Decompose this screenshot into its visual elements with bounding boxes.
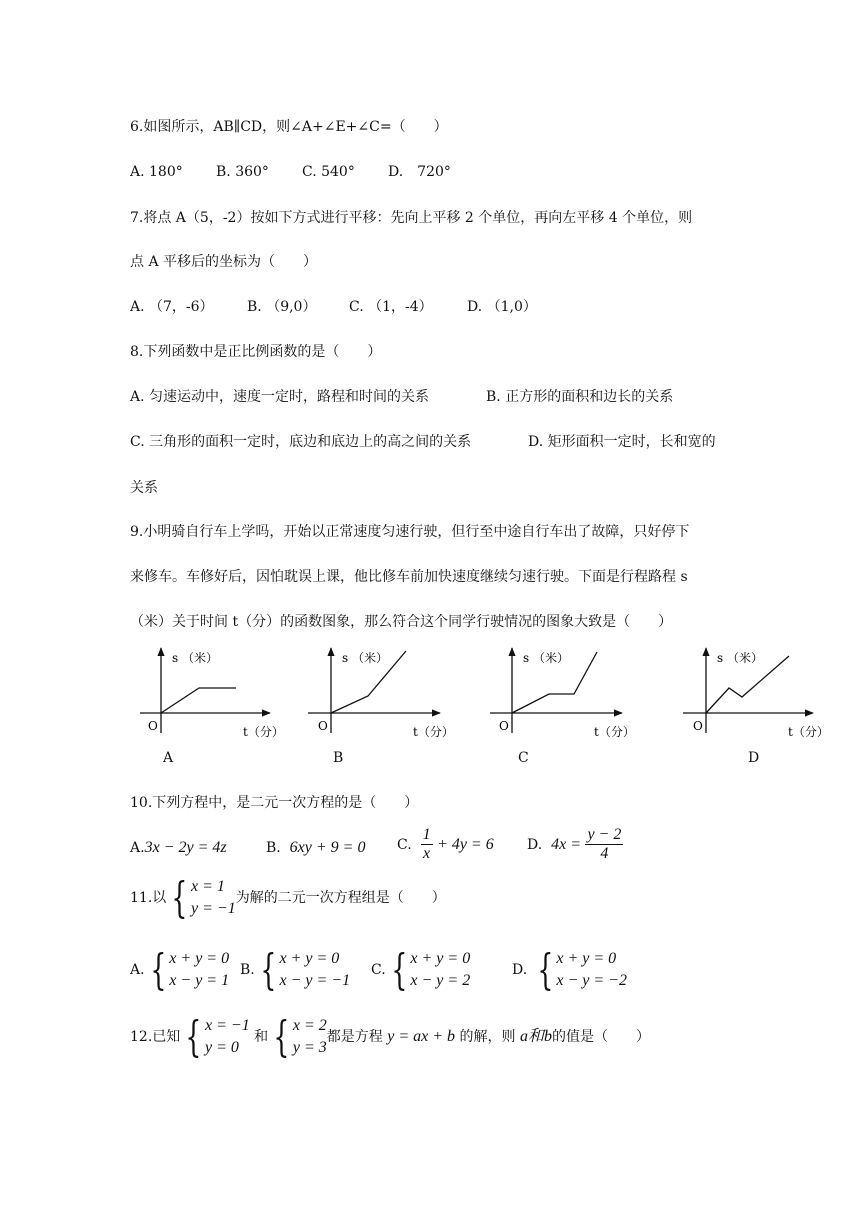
q9-graph-c-origin: O (499, 719, 509, 733)
q10-option-b-expr: 6xy + 9 = 0 (289, 839, 366, 856)
q12-ab: a和b (519, 1028, 552, 1045)
q11-option-b-eq1: x + y = 0 (279, 950, 340, 967)
q11-option-d-eq1: x + y = 0 (556, 950, 617, 967)
q7-option-a: A. （7，-6） (130, 299, 214, 315)
q10-option-c-rest: + 4y = 6 (437, 835, 494, 853)
q11-suffix: 为解的二元一次方程组是（ ） (235, 890, 446, 906)
q10-option-d-frac (585, 826, 623, 863)
q9-graph-c-ylabel: s （米） (523, 651, 569, 665)
q12-equation: y = ax + b (387, 1028, 456, 1045)
q9-graph-b-xlabel: t（分） (413, 725, 454, 739)
q9-graph-c (490, 648, 635, 739)
q11-solution: { x = 1 y = −1 (171, 873, 236, 922)
q6-option-a: A. 180° (130, 164, 183, 180)
q10-option-d-label: D. (527, 836, 543, 853)
q6-option-b: B. 360° (216, 164, 269, 180)
q9-label-c: C (518, 750, 529, 766)
q8-stem: 8.下列函数中是正比例函数的是（ ） (130, 344, 382, 360)
q9-graph-a-ylabel: s （米） (172, 651, 218, 665)
q11-option-d-eq2: x − y = −2 (556, 972, 627, 989)
q11-option-c-eq1: x + y = 0 (410, 950, 471, 967)
q10-option-c-num: 1 (422, 826, 431, 843)
q7-option-c: C. （1，-4） (349, 299, 433, 315)
q9-stem-line1: 9.小明骑自行车上学吗，开始以正常速度匀速行驶，但行至中途自行车出了故障，只好停下 (130, 524, 690, 540)
q11-option-a: A. { x + y = 0 x − y = 1 (130, 945, 230, 994)
q10-option-a (130, 838, 227, 858)
q7-stem-line1: 7.将点 A（5，-2）按如下方式进行平移：先向上平移 2 个单位，再向左平移 4 个单位，则 (130, 210, 693, 226)
q11-option-d-label: D. (512, 962, 528, 978)
q10-option-a-label: A. (130, 840, 145, 856)
q11-option-c: C. { x + y = 0 x − y = 2 (371, 945, 471, 994)
q12-mid: 都是方程 (326, 1029, 383, 1045)
q11-solution-y: y = −1 (191, 900, 236, 917)
q12-solution-2-y: y = 3 (292, 1039, 327, 1056)
q11-prefix: 11.以 (130, 890, 167, 906)
q9-stem-line3: （米）关于时间 t（分）的函数图象，那么符合这个同学行驶情况的图象大致是（ ） (130, 614, 673, 630)
q10-option-b (266, 838, 365, 858)
q9-graph-d (683, 648, 829, 739)
q9-graph-c-xlabel: t（分） (594, 725, 635, 739)
q9-graphs (0, 640, 860, 740)
q11-option-b: B. { x + y = 0 x − y = −1 (240, 945, 351, 994)
q12-solution-1-y: y = 0 (205, 1039, 239, 1056)
q8-option-a: A. 匀速运动中，速度一定时，路程和时间的关系 (130, 389, 430, 405)
q8-option-d: D. 矩形面积一定时，长和宽的 (528, 434, 716, 450)
q6-option-c: C. 540° (302, 164, 355, 180)
q9-graph-d-xlabel: t（分） (788, 725, 829, 739)
q12-solution-1: { x = −1 y = 0 (185, 1012, 250, 1061)
q9-stem-line2: 来修车。车修好后，因怕耽误上课，他比修车前加快速度继续匀速行驶。下面是行程路程 s (130, 569, 688, 585)
q9-graph-b-origin: O (318, 719, 328, 733)
q10-option-d-den: 4 (600, 845, 609, 862)
q11-solution-x: x = 1 (191, 878, 225, 895)
q8-option-c: C. 三角形的面积一定时，底边和底边上的高之间的关系 (130, 434, 472, 450)
q9-graph-b (308, 648, 454, 739)
q9-graph-d-ylabel: s （米） (717, 651, 763, 665)
q10-option-c-den: x (423, 845, 431, 862)
q7-stem-line2: 点 A 平移后的坐标为（ ） (130, 254, 318, 270)
q10-option-c-label: C. (397, 836, 412, 853)
q10-option-b-label: B. (266, 840, 281, 856)
q9-graph-a (140, 648, 284, 739)
q12-tail1: 的解，则 (459, 1029, 516, 1045)
q6-option-d: D. 720° (388, 164, 451, 180)
q9-label-a: A (163, 750, 174, 766)
q11-option-c-eq2: x − y = 2 (410, 972, 471, 989)
q12-solution-1-x: x = −1 (205, 1017, 250, 1034)
q12-stem (130, 1012, 650, 1061)
q10-option-d-num: y − 2 (587, 826, 622, 843)
q10-option-d (527, 826, 623, 863)
q11-option-d: D. { x + y = 0 x − y = −2 (512, 945, 627, 994)
q12-prefix: 12.已知 (130, 1029, 181, 1045)
q10-option-c (397, 826, 494, 863)
q10-option-d-lhs: 4x = (551, 835, 581, 853)
q10-option-c-frac (421, 826, 433, 863)
q9-graph-a-xlabel: t（分） (243, 725, 284, 739)
q7-option-b: B. （9,0） (247, 299, 317, 315)
q9-graph-d-origin: O (693, 719, 703, 733)
q10-option-a-expr: 3x − 2y = 4z (144, 839, 227, 856)
q12-solution-2-x: x = 2 (292, 1017, 327, 1034)
q12-tail2: 的值是（ ） (551, 1029, 650, 1045)
q11-option-b-eq2: x − y = −1 (279, 972, 351, 989)
q9-label-d: D (748, 750, 760, 766)
q11-option-a-label: A. (130, 962, 145, 978)
q9-graph-b-ylabel: s （米） (342, 651, 388, 665)
q11-option-a-eq1: x + y = 0 (169, 950, 230, 967)
q6-stem: 6.如图所示，AB∥CD，则∠A+∠E+∠C=（ ） (130, 119, 448, 135)
q12-solution-2: { x = 2 y = 3 (273, 1012, 327, 1061)
q11-option-b-label: B. (240, 962, 255, 978)
q9-graph-a-origin: O (148, 719, 158, 733)
q11-option-c-label: C. (371, 962, 386, 978)
q11-option-a-eq2: x − y = 1 (169, 972, 230, 989)
q10-stem: 10.下列方程中，是二元一次方程的是（ ） (130, 795, 419, 811)
q12-and: 和 (254, 1029, 269, 1045)
q8-option-b: B. 正方形的面积和边长的关系 (486, 389, 674, 405)
q9-graph-a-line (161, 688, 236, 713)
q7-option-d: D. （1,0） (467, 299, 537, 315)
q8-option-d-cont: 关系 (130, 480, 158, 496)
q11-stem (130, 873, 446, 922)
q9-label-b: B (333, 750, 344, 766)
